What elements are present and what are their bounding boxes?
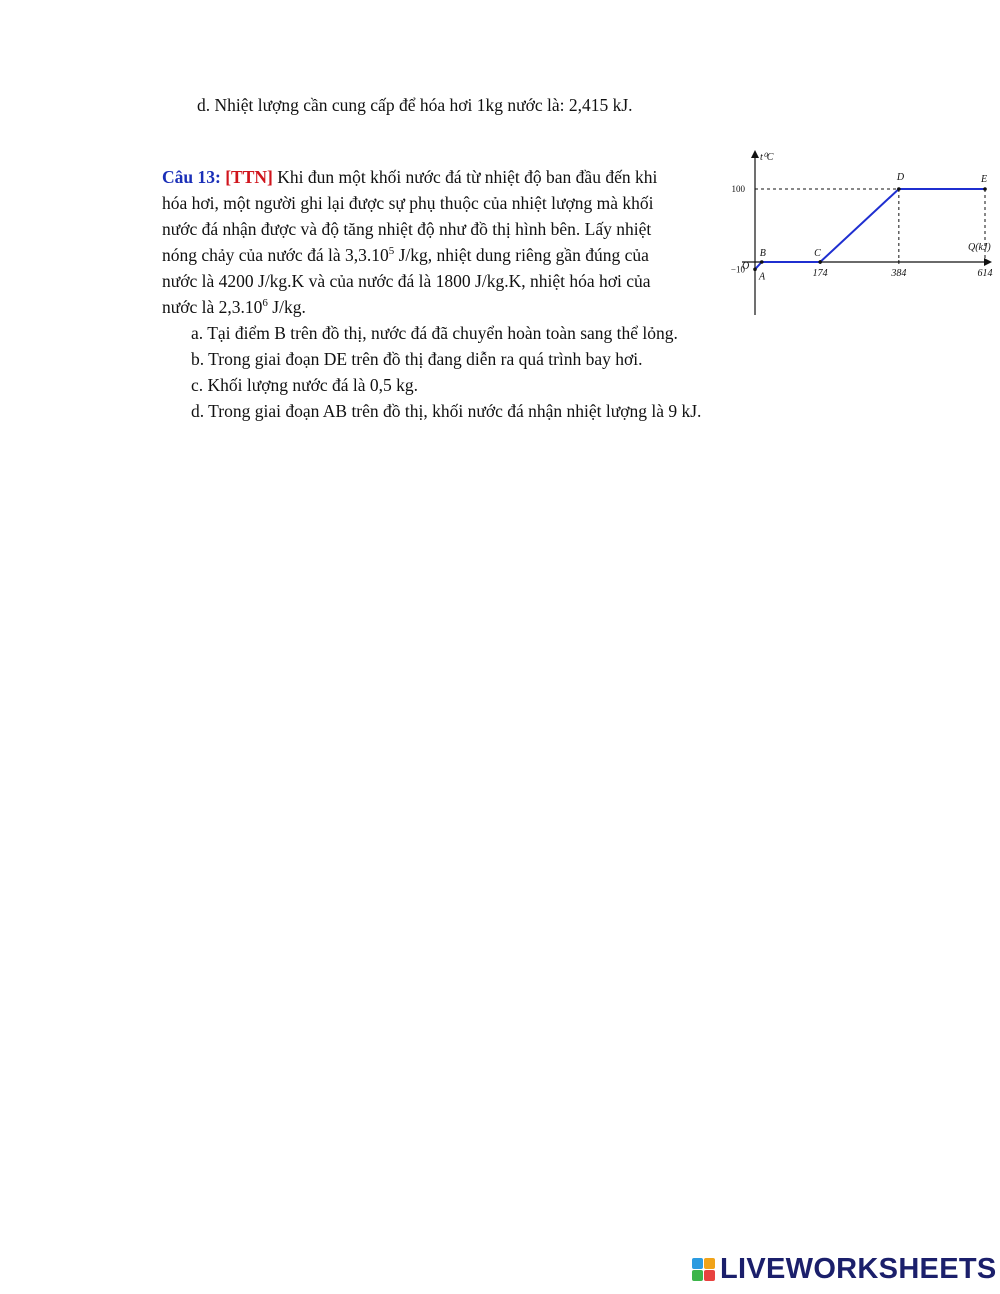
point-label-d: D [896,172,905,183]
option-c: c. Khối lượng nước đá là 0,5 kg. [191,375,419,395]
question-text: J/kg, nhiệt dung riêng gần đúng của [394,245,649,265]
question-text: J/kg. [267,297,306,317]
y-tick-label: 100 [731,184,745,194]
exponent: 6 [262,297,268,310]
point-e [983,187,987,191]
y-axis-label: t⁰C [760,152,774,163]
option-b: b. Trong giai đoạn DE trên đồ thị đang diễn ra quá trình bay hơi. [191,349,643,369]
point-label-a: A [759,271,766,283]
previous-option-text-2: nước là: [507,95,565,115]
logo-grid-icon [692,1258,715,1281]
question-line-2: hóa hơi, một người ghi lại được sự phụ thuộc của nhiệt lượng mà khối [162,193,654,213]
question-line-3: nước đá nhận được và độ tăng nhiệt độ như đồ thị hình bên. Lấy nhiệt [162,219,652,239]
x-tick-label: 384 [891,268,907,279]
point-d [897,187,901,191]
logo-square [704,1270,715,1281]
question-line-4 [162,242,649,268]
series-line [755,189,985,269]
x-tick-label: 174 [812,268,828,279]
point-label-c: C [814,248,821,259]
logo-square [704,1258,715,1269]
temperature-heat-chart [722,145,1000,320]
point-label-e: E [981,174,988,185]
liveworksheets-logo [692,1252,997,1286]
logo-square [692,1270,703,1281]
question-text: nóng chảy của nước đá là 3,3.10 [162,245,389,265]
origin-label: O [742,261,750,272]
x-tick-label: 614 [977,268,993,279]
question-tag: [TTN] [225,167,273,187]
previous-option-d [197,92,633,118]
logo-square [692,1258,703,1269]
option-a: a. Tại điểm B trên đồ thị, nước đá đã chuyển hoàn toàn sang thể lỏng. [191,323,678,343]
question-number: Câu 13: [162,167,221,187]
point-a [753,268,757,272]
question-text: Khi đun một khối nước đá từ nhiệt độ ban đầu đến khi [277,167,658,187]
answer-value: 2,415 kJ. [568,95,633,115]
mass-value: 1kg [476,95,503,115]
logo-text: LIVEWORKSHEETS [720,1252,997,1285]
y-tick-label: −10 [730,264,745,275]
option-d: d. Trong giai đoạn AB trên đồ thị, khối nước đá nhận nhiệt lượng là 9 kJ. [191,401,702,421]
point-label-b: B [759,248,766,259]
question-line-5: nước là 4200 J/kg.K và của nước đá là 1800 J/kg.K, nhiệt hóa hơi của [162,271,651,291]
point-b [760,260,764,264]
exponent: 5 [388,245,395,258]
question-line-6 [162,294,306,320]
x-axis-label: Q(kJ) [968,242,991,253]
previous-option-text: d. Nhiệt lượng cần cung cấp để hóa hơi [197,95,477,115]
question-line-1 [162,164,657,190]
question-text: nước là 2,3.10 [162,297,263,317]
